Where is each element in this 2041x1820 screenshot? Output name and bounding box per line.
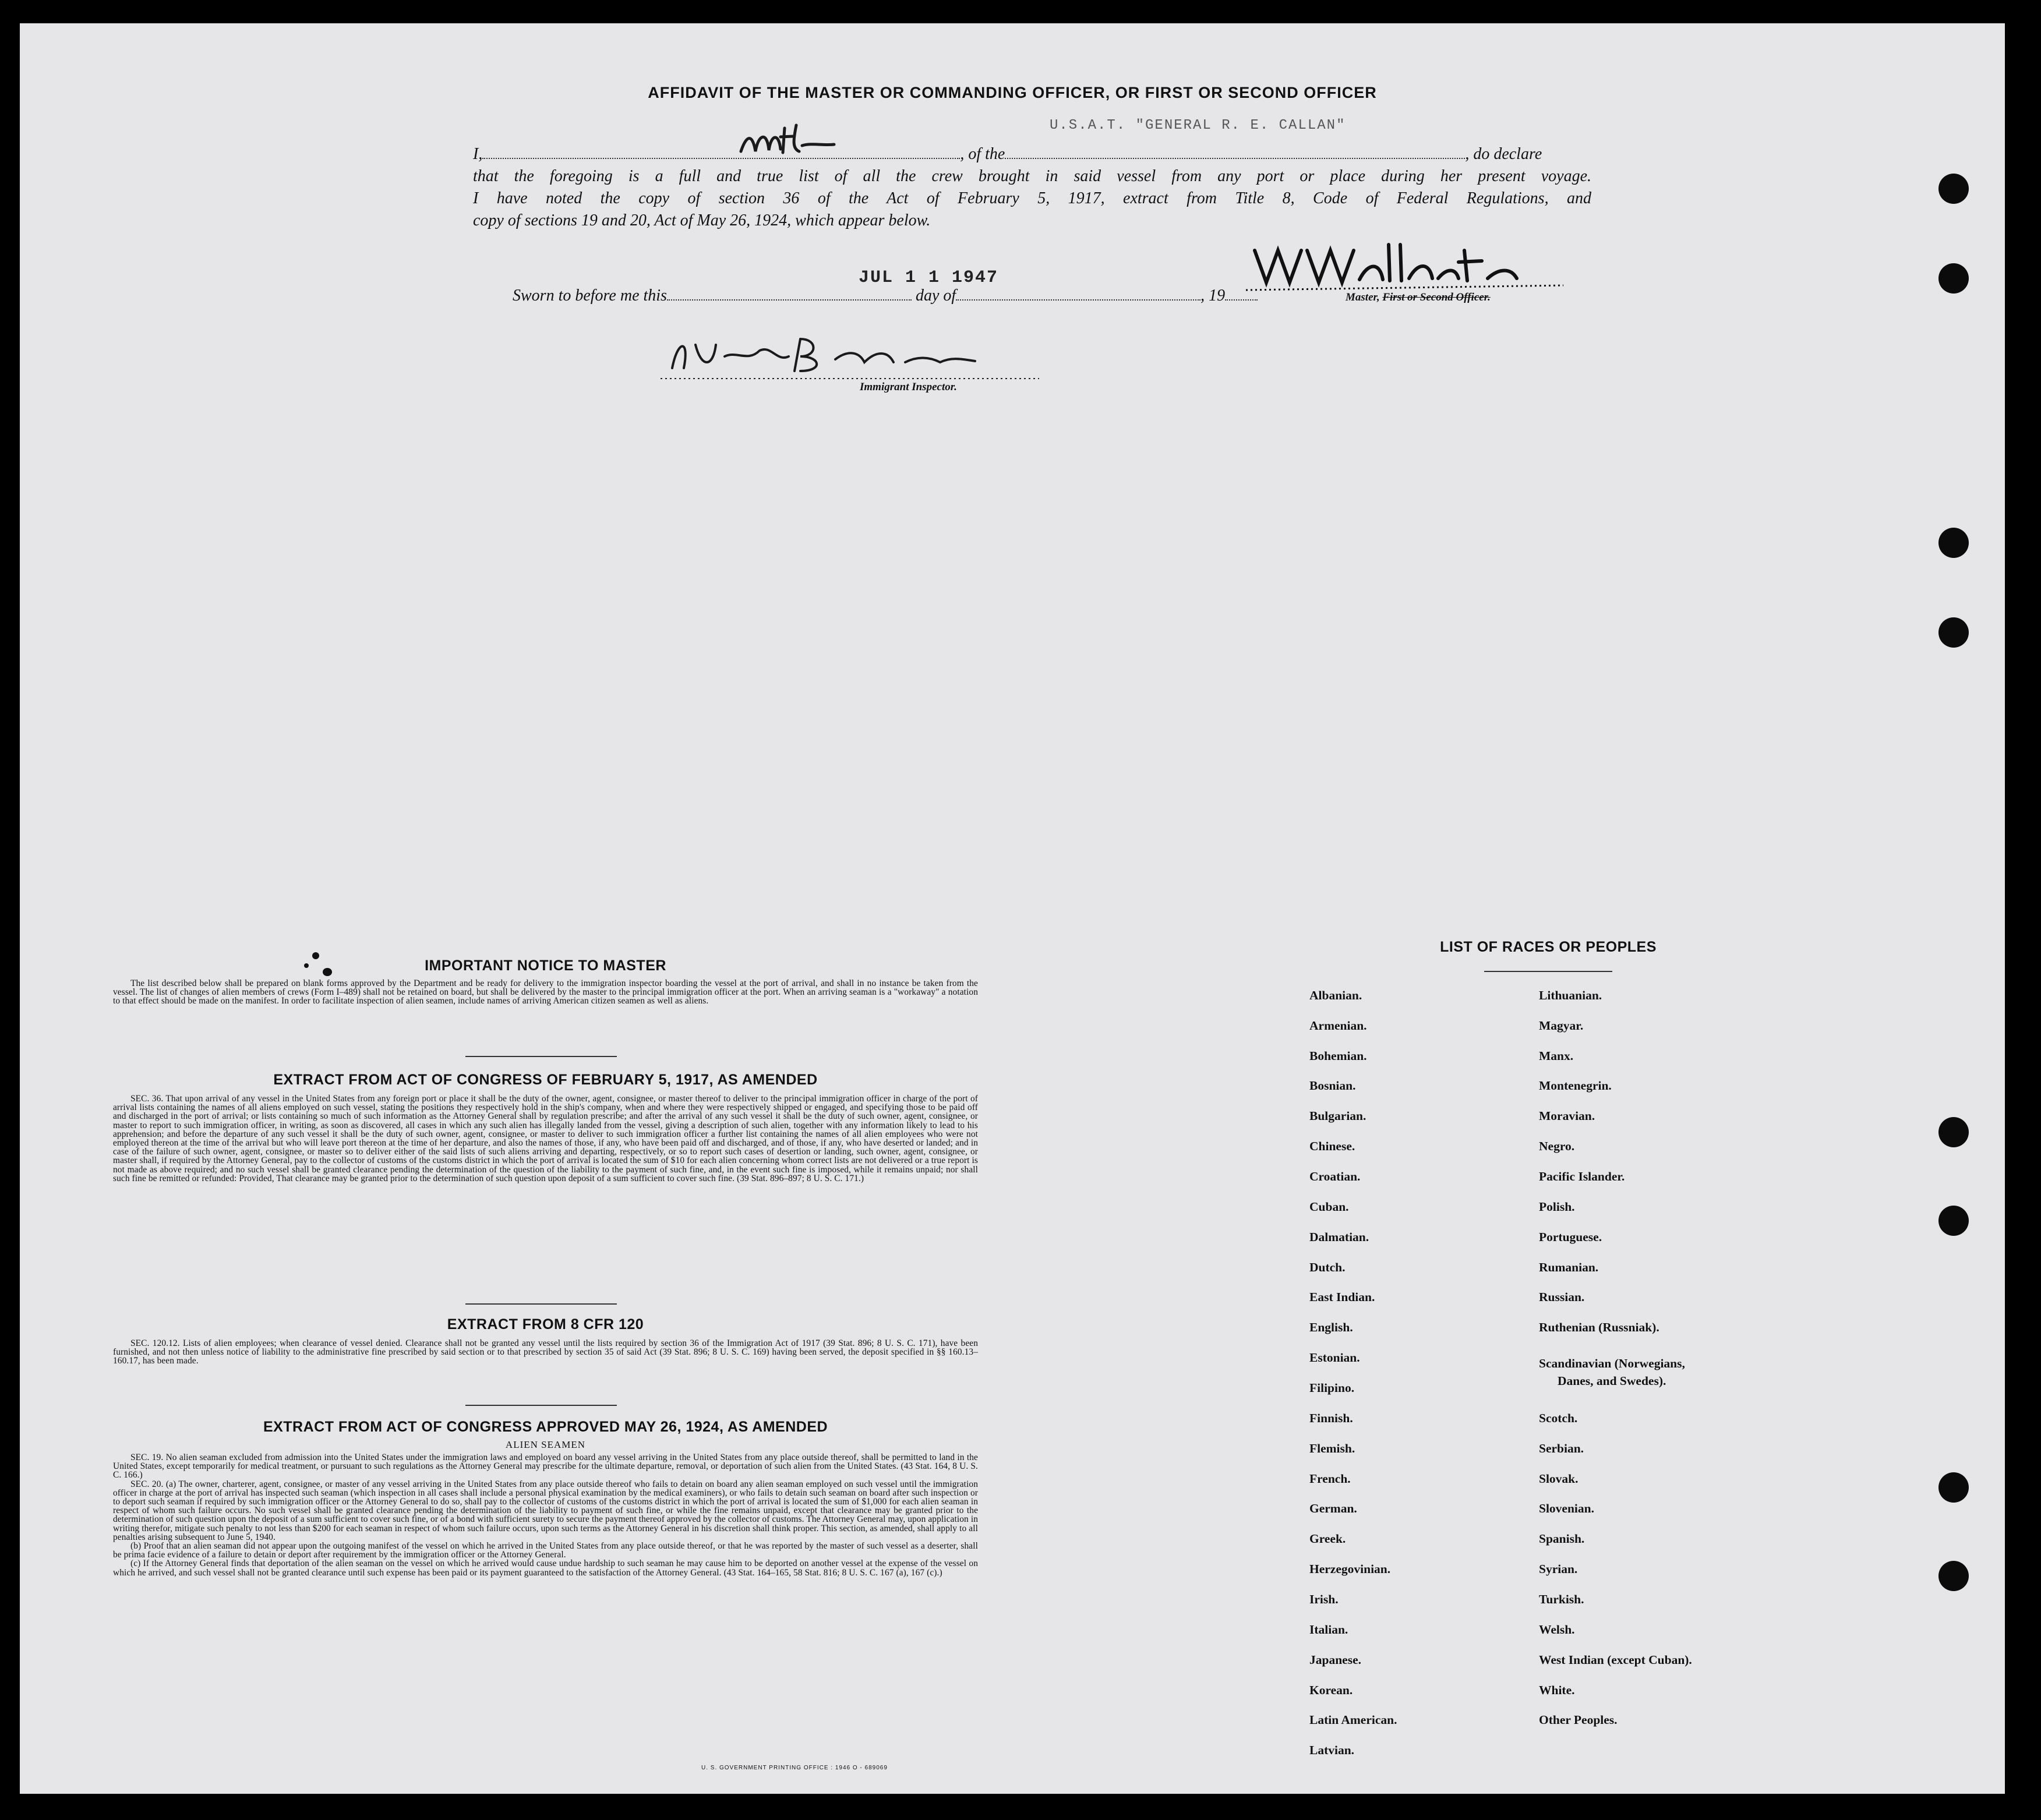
extract-1924-sec20a: SEC. 20. (a) The owner, charterer, agent, consignee, or master of any vessel arriving in the United States from any place outside thereof who fails to detain on board any alien seaman employed on such vessel until the immigration officer in charge at the port of arrival has inspected such seaman (which inspection in all cases shall include a personal physical examination by the medical examiners), or who fails to detain such seaman on board after such inspection or to deport such seaman if required by such immigration officer or the Attorney General to do so, shall pay to the collector of customs of the customs district in which the port of arrival is located the sum of $1,000 for each alien seaman in respect of whom such failure occurs. No such vessel shall be granted clearance pending the determination of the liability to payment of such fine, or while the fine remains unpaid, except that clearance may be granted prior to the determination of such question upon the deposit of a sum sufficient to cover such fine, or of a bond with sufficient surety to secure the payment thereof approved by the collector of customs. The Attorney General may, upon application in writing therefor, mitigate such penalty to not less than $200 for each seaman in respect of whom such failure occurs, upon such terms as the Attorney General in his discretion shall think proper. This section, as amended, shall apply to all penalties arising subsequent to June 5, 1940. — [113, 1479, 978, 1542]
race-item: Latvian. — [1309, 1743, 1355, 1757]
extract-1917-body: SEC. 36. That upon arrival of any vessel in the United States from any foreign port or place it shall be the duty of the owner, agent, consignee, or master thereof to deliver to the principal immigration officer in charge of the port of arrival lists containing the names of all aliens employed on such vessel, stating the positions they respectively hold in the ship's company, when and where they were respectively shipped or engaged, and specifying those to be paid off and discharged in the port of arrival; or lists containing so much of such information as the Attorney General shall by regulation prescribe; and after the arrival of any such vessel it shall be the duty of such owner, agent, consignee, or master to report to such immigration officer, in writing, as soon as discovered, all cases in which any such alien has illegally landed from the vessel, giving a description of such alien, together with any information likely to lead to his apprehension; and before the departure of any such vessel it shall be the duty of such owner, agent, consignee, or master to deliver to such immigration officer a further list containing the names of all alien employees who were not employed thereon at the time of the arrival but who will leave port thereon at the time of her departure, and also the names of those, if any, who have been paid off and discharged, and of those, if any, who have deserted or landed; and in case of the failure of such owner, agent, consignee, or master so to deliver either of the said lists of such aliens arriving and departing, respectively, or so to report such cases of desertion or landing, such owner, agent, consignee, or master shall, if required by the Attorney General, pay to the collector of customs of the customs district in which the port of arrival is located the sum of $10 for each alien concerning whom correct lists are not delivered or a true report is not made as above required; and no such vessel shall be granted clearance pending the determination of the question of the liability to the payment of such fine, and, in the event such fine is imposed, while it remains unpaid; nor shall such fine be remitted or refunded: Provided, That clearance may be granted prior to the determination of such question upon deposit of a sum sufficient to cover such fine. (39 Stat. 896–897; 8 U. S. C. 171.) — [113, 1094, 978, 1183]
extract-cfr-section — [113, 1316, 978, 1366]
binder-hole — [1938, 174, 1969, 204]
race-item: Turkish. — [1539, 1592, 1584, 1606]
race-item: Greek. — [1309, 1532, 1346, 1546]
race-item: Danes, and Swedes). — [1558, 1374, 1666, 1388]
affidavit-line-3: I have noted the copy of section 36 of the Act of February 5, 1917, extract from Title 8, Code of Federal Regulations, and — [473, 189, 1591, 207]
race-item: English. — [1309, 1320, 1353, 1334]
race-item: Scandinavian (Norwegians, — [1539, 1356, 1685, 1370]
binder-hole — [1938, 1472, 1969, 1503]
divider — [465, 1056, 617, 1057]
extract-1924-title: EXTRACT FROM ACT OF CONGRESS APPROVED MAY 26, 1924, AS AMENDED — [263, 1419, 828, 1435]
race-item: West Indian (except Cuban). — [1539, 1653, 1692, 1667]
handwritten-name-signature — [735, 111, 887, 169]
race-item: Bohemian. — [1309, 1049, 1367, 1063]
extract-1924-sec19: SEC. 19. No alien seaman excluded from admission into the United States under the immigration laws and employed on board any vessel arriving in the United States from any place outside thereof, shall be permitted to land in the United States, except temporarily for medical treatment, or pursuant to such regulations as the Attorney General may prescribe for the ultimate departure, removal, or deportation of such alien from the United States. (43 Stat. 164, 8 U. S. C. 166.) — [113, 1453, 978, 1480]
race-item: Portuguese. — [1539, 1230, 1602, 1244]
race-item: Estonian. — [1309, 1351, 1360, 1365]
notice-body: The list described below shall be prepared on blank forms approved by the Department and be ready for delivery to the immigration inspector boarding the vessel at the port of arrival, and shall in no instance be taken from the vessel. The list of changes of alien members of crews (Form I–489) shall not be retained on board, but shall be delivered by the master to the principal immigration officer at the port. When an arriving seaman is a "workaway" a notation to that effect should be made on the manifest. In order to facilitate inspection of alien seamen, include names of arriving American citizen seamen as well as aliens. — [113, 978, 978, 1006]
race-item: Herzegovinian. — [1309, 1562, 1391, 1576]
race-item: Flemish. — [1309, 1441, 1355, 1455]
extract-1924-subtitle: ALIEN SEAMEN — [505, 1439, 586, 1450]
binder-hole — [1938, 617, 1969, 648]
race-item: Moravian. — [1539, 1109, 1595, 1123]
vessel-name: U.S.A.T. "GENERAL R. E. CALLAN" — [1050, 118, 1346, 133]
date-stamp: JUL 1 1 1947 — [859, 268, 999, 288]
race-item: Japanese. — [1309, 1653, 1361, 1667]
race-item: Serbian. — [1539, 1441, 1584, 1455]
extract-cfr-body: SEC. 120.12. Lists of alien employees; when clearance of vessel denied. Clearance shall not be granted any vessel until the lists required by section 36 of the Immigration Act of 1917 (39 Stat. 896; 8 U. S. C. 171), have been furnished, and not then unless notice of liability to the administrative fine prescribed by said section or to that prescribed by section 35 of said Act (39 Stat. 896; 8 U. S. C. 169) having been served, the deposit specified in §§ 160.13–160.17, has been made. — [113, 1338, 978, 1366]
race-item: Montenegrin. — [1539, 1079, 1612, 1093]
sworn-line: Sworn to before me this day of , 19 — [513, 287, 1258, 305]
ink-speck — [312, 952, 319, 959]
extract-1924-sec20b: (b) Proof that an alien seaman did not appear upon the outgoing manifest of the vessel on which he arrived in the United States from any place outside thereof, or that he was reported by the master of such vessel as a deserter, shall be prima facie evidence of a failure to detain or deport after requirement by the immigration officer or the Attorney General. — [113, 1541, 978, 1560]
divider — [1484, 971, 1612, 972]
race-item: White. — [1539, 1683, 1575, 1697]
race-item: Bosnian. — [1309, 1079, 1356, 1093]
extract-1924-section — [113, 1419, 978, 1577]
binder-hole — [1938, 263, 1969, 294]
race-item: Armenian. — [1309, 1019, 1367, 1033]
binder-hole — [1938, 528, 1969, 558]
extract-cfr-title: EXTRACT FROM 8 CFR 120 — [447, 1316, 644, 1333]
race-item: German. — [1309, 1501, 1357, 1515]
race-item: Pacific Islander. — [1539, 1169, 1625, 1183]
race-item: Negro. — [1539, 1139, 1575, 1153]
printer-imprint: U. S. GOVERNMENT PRINTING OFFICE : 1946 O - 689069 — [701, 1765, 888, 1771]
race-item: Chinese. — [1309, 1139, 1355, 1153]
race-item: Cuban. — [1309, 1200, 1349, 1214]
race-item: Korean. — [1309, 1683, 1353, 1697]
race-item: Lithuanian. — [1539, 988, 1602, 1002]
race-item: Polish. — [1539, 1200, 1575, 1214]
race-item: Scotch. — [1539, 1411, 1578, 1425]
divider — [465, 1405, 617, 1406]
extract-1917-section — [113, 1072, 978, 1183]
binder-hole — [1938, 1117, 1969, 1147]
notice-title: IMPORTANT NOTICE TO MASTER — [425, 957, 666, 974]
race-item: Italian. — [1309, 1623, 1348, 1637]
race-item: Manx. — [1539, 1049, 1574, 1063]
inspector-caption: Immigrant Inspector. — [860, 381, 957, 393]
race-item: Other Peoples. — [1539, 1713, 1618, 1727]
race-item: Latin American. — [1309, 1713, 1397, 1727]
race-item: Dutch. — [1309, 1260, 1346, 1274]
extract-1924-sec20c: (c) If the Attorney General finds that deportation of the alien seaman on the vessel on which he arrived would cause undue hardship to such seaman he may cause him to be deported on another vessel at the expense of the vessel on which he arrived, and such vessel shall not be granted clearance until such expense has been paid or its payment guaranteed to the satisfaction of the Attorney General. (43 Stat. 164–165, 58 Stat. 816; 8 U. S. C. 167 (a), 167 (c).) — [113, 1559, 978, 1578]
master-signature — [1243, 227, 1569, 291]
affidavit-line-2: that the foregoing is a full and true list of all the crew brought in said vessel from any port or place during her present voyage. — [473, 167, 1591, 185]
ink-speck — [323, 968, 332, 976]
divider — [465, 1303, 617, 1305]
race-item: Bulgarian. — [1309, 1109, 1366, 1123]
affidavit-line-4: copy of sections 19 and 20, Act of May 26, 1924, which appear below. — [473, 211, 931, 229]
race-item: Welsh. — [1539, 1623, 1575, 1637]
race-item: Spanish. — [1539, 1532, 1585, 1546]
races-title: LIST OF RACES OR PEOPLES — [1440, 939, 1657, 955]
race-item: Albanian. — [1309, 988, 1362, 1002]
binder-hole — [1938, 1561, 1969, 1591]
document-page — [20, 23, 2005, 1794]
inspector-signature — [661, 327, 1045, 380]
race-item: Finnish. — [1309, 1411, 1353, 1425]
race-item: Croatian. — [1309, 1169, 1361, 1183]
master-caption: Master, First or Second Officer. — [1346, 291, 1491, 303]
affidavit-declaration-line: I, , of the , do declare — [473, 145, 1542, 163]
race-item: Magyar. — [1539, 1019, 1584, 1033]
race-item: Slovenian. — [1539, 1501, 1594, 1515]
race-item: Syrian. — [1539, 1562, 1578, 1576]
race-item: Ruthenian (Russniak). — [1539, 1320, 1659, 1334]
race-item: East Indian. — [1309, 1290, 1375, 1304]
race-item: Rumanian. — [1539, 1260, 1599, 1274]
race-item: French. — [1309, 1472, 1351, 1486]
binder-hole — [1938, 1206, 1969, 1236]
notice-section — [113, 957, 978, 1006]
extract-1917-title: EXTRACT FROM ACT OF CONGRESS OF FEBRUARY 5, 1917, AS AMENDED — [273, 1072, 818, 1088]
race-item: Slovak. — [1539, 1472, 1579, 1486]
race-item: Irish. — [1309, 1592, 1339, 1606]
ink-speck — [304, 963, 309, 968]
affidavit-title: AFFIDAVIT OF THE MASTER OR COMMANDING OFFICER, OR FIRST OR SECOND OFFICER — [648, 84, 1377, 101]
race-item: Filipino. — [1309, 1381, 1355, 1395]
race-item: Russian. — [1539, 1290, 1585, 1304]
race-item: Dalmatian. — [1309, 1230, 1369, 1244]
